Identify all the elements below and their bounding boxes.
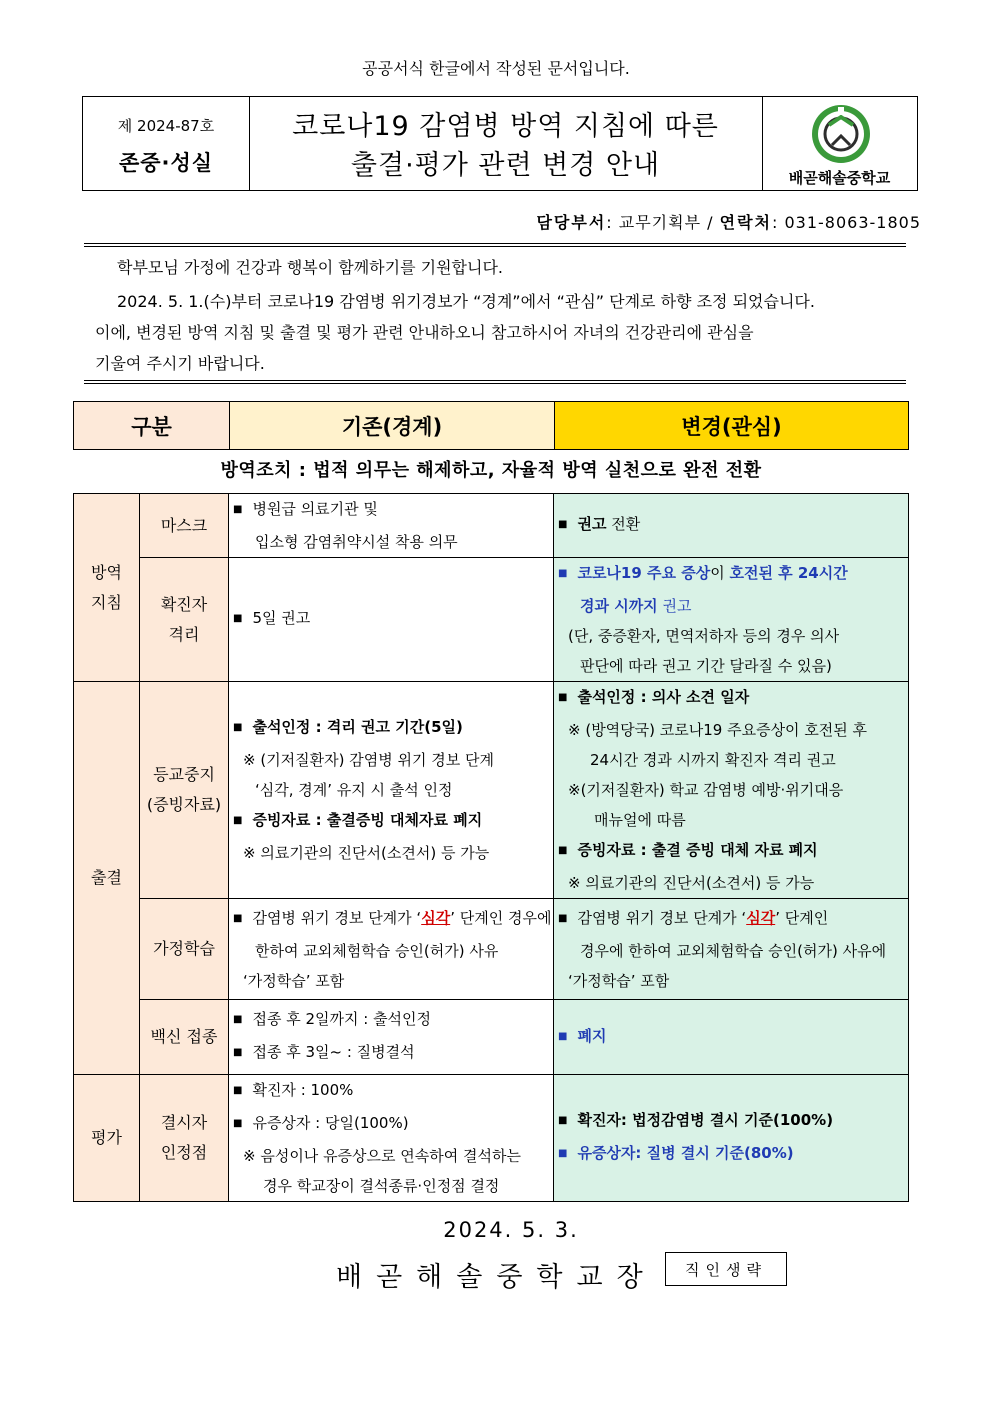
- dept-label: 담당부서: [536, 213, 607, 232]
- text: 전환: [606, 515, 641, 533]
- label-line: 확진자: [160, 594, 208, 614]
- text: ’ 단계인: [775, 908, 829, 927]
- category-attendance: 출결: [74, 682, 140, 1075]
- text-line: ■ 출석인정 : 의사 소견 일자: [554, 682, 908, 715]
- notice-paragraph: [95, 286, 900, 379]
- school-logo-text: 배곧해솔중학교: [788, 169, 891, 187]
- text-line: ※ 음성이나 유증상으로 연속하여 결석하는: [243, 1147, 521, 1165]
- text-line: 입소형 감염취약시설 착용 의무: [255, 533, 458, 551]
- divider-top-1: [84, 243, 906, 244]
- row-label-vaccine: 백신 접종: [140, 1000, 229, 1075]
- text-line: ■ 접종 후 3일~ : 질병결석: [229, 1037, 553, 1070]
- row-label-isolation: [140, 558, 229, 682]
- principal-signature: 배곧해솔중학교장: [336, 1262, 657, 1293]
- row-label-absence: [140, 1075, 229, 1202]
- text-emphasis: 심각: [746, 908, 776, 927]
- text-line: ※ 의료기관의 진단서(소견서) 등 가능: [568, 874, 815, 892]
- divider-top-2: [84, 246, 906, 247]
- school-logo: [762, 97, 917, 190]
- header-category: 구분: [74, 402, 230, 450]
- home-after: [554, 899, 909, 1000]
- seal-omitted-box: 직인생략: [665, 1252, 787, 1286]
- text-line: 한하여 교외체험학습 승인(허가) 사유: [255, 941, 499, 960]
- category-evaluation: 평가: [74, 1075, 140, 1202]
- suspension-before: [229, 682, 554, 899]
- absence-before: [229, 1075, 554, 1202]
- phone-label: 연락처: [719, 213, 772, 232]
- isolation-before: [229, 558, 554, 682]
- text-line: ■ 확진자: 법정감염병 결시 기준(100%): [554, 1105, 908, 1138]
- text-line: ■ 5일 권고: [229, 603, 553, 636]
- notice-line-3: 기울여 주시기 바랍니다.: [95, 354, 265, 373]
- public-form-note: 공공서식 한글에서 작성된 문서입니다.: [362, 59, 630, 78]
- text: 권고: [657, 597, 692, 615]
- text: 호전된 후 24시간: [729, 564, 848, 582]
- text: 코로나19 주요 증상: [577, 564, 711, 582]
- title-line-1: 코로나19 감염병 방역 지침에 따른: [292, 111, 719, 142]
- row-label-mask: 마스크: [140, 494, 229, 558]
- text-line: ‘가정학습’ 포함: [568, 971, 670, 990]
- text-line: 매뉴얼에 따름: [594, 811, 686, 829]
- home-before: [229, 899, 554, 1000]
- vaccine-before: [229, 1000, 554, 1075]
- contact-line: [536, 210, 921, 233]
- text-line: ‘가정학습’ 포함: [243, 971, 345, 990]
- notice-line-1: 2024. 5. 1.(수)부터 코로나19 감염병 위기경보가 “경계”에서 “관심” 단계로 하향 조정 되었습니다.: [117, 292, 815, 311]
- row-label-home-learning: 가정학습: [140, 899, 229, 1000]
- label-line: 인정점: [160, 1143, 208, 1162]
- row-label-suspension: [140, 682, 229, 899]
- table-row: [74, 494, 909, 558]
- text-line: ※ (방역당국) 코로나19 주요증상이 호전된 후: [568, 721, 868, 739]
- isolation-after: [554, 558, 909, 682]
- quarantine-measure-summary: 방역조치 : 법적 의무는 해제하고, 자율적 방역 실천으로 완전 전환: [220, 460, 762, 481]
- text: ’ 단계인 경우에: [450, 908, 552, 927]
- text-line: ■ 출석인정 : 격리 권고 기간(5일): [229, 712, 553, 745]
- school-emblem-icon: [808, 103, 874, 167]
- text-line: ■ 확진자 : 100%: [229, 1075, 553, 1108]
- text-line: 24시간 경과 시까지 확진자 격리 권고: [590, 751, 836, 769]
- text-line: ■ 접종 후 2일까지 : 출석인정: [229, 1004, 553, 1037]
- comparison-header: [73, 401, 909, 450]
- text-line: ■ 증빙자료 : 출결증빙 대체자료 폐지: [229, 805, 553, 838]
- category-quarantine: [74, 494, 140, 682]
- greeting-paragraph: 학부모님 가정에 건강과 행복이 함께하기를 기원합니다.: [117, 258, 504, 277]
- text-bold: 권고: [577, 515, 607, 533]
- text-line: ※(기저질환자) 학교 감염병 예방·위기대응: [568, 781, 844, 799]
- label-line: 등교중지: [153, 765, 215, 784]
- label-line: (증빙자료): [146, 795, 222, 814]
- suspension-after: [554, 682, 909, 899]
- issue-date: 2024. 5. 3.: [443, 1218, 579, 1242]
- comparison-table: [73, 493, 909, 1202]
- text: 감염병 위기 경보 단계가 ‘: [252, 908, 422, 927]
- document-header: [82, 96, 918, 191]
- label-line: 결시자: [160, 1113, 208, 1132]
- text-line: ■ 유증상자: 질병 결시 기준(80%): [554, 1138, 908, 1171]
- text-line: (단, 중증환자, 면역저하자 등의 경우 의사: [568, 627, 840, 645]
- table-row: [74, 682, 909, 899]
- header-after: 변경(관심): [555, 402, 909, 450]
- absence-after: [554, 1075, 909, 1202]
- text-line: 판단에 따라 권고 기간 달라질 수 있음): [580, 657, 832, 675]
- text-emphasis: 심각: [421, 908, 451, 927]
- notice-line-2: 이에, 변경된 방역 지침 및 출결 및 평가 관련 안내하오니 참고하시어 자녀의 건강관리에 관심을: [95, 323, 754, 342]
- mask-before: [229, 494, 554, 558]
- table-row: [74, 558, 909, 682]
- text-line: ‘심각, 경계’ 유지 시 출석 인정: [255, 781, 453, 799]
- text-line: ※ (기저질환자) 감염병 위기 경보 단계: [243, 751, 494, 769]
- text-line: ※ 의료기관의 진단서(소견서) 등 가능: [243, 844, 490, 862]
- header-before: 기존(경계): [230, 402, 555, 450]
- phone-value: : 031-8063-1805: [772, 213, 921, 232]
- school-motto: 존중·성실: [118, 151, 214, 175]
- header-left-cell: [83, 97, 250, 190]
- dept-value: : 교무기획부 /: [606, 213, 720, 232]
- divider-bottom-1: [84, 380, 906, 381]
- text-line: 경우 학교장이 결석종류·인정점 결정: [263, 1177, 500, 1195]
- mask-after: [554, 494, 909, 558]
- header-title-cell: [249, 97, 763, 190]
- text-line: ■ 병원급 의료기관 및: [229, 494, 553, 527]
- table-row: [74, 1000, 909, 1075]
- vaccine-after: [554, 1000, 909, 1075]
- label-line: 격리: [168, 624, 200, 644]
- text-line: ■ 폐지: [554, 1021, 908, 1054]
- table-row: [74, 1075, 909, 1202]
- text-line: 경우에 한하여 교외체험학습 승인(허가) 사유에: [580, 941, 887, 960]
- text-line: ■ 증빙자료 : 출결 증빙 대체 자료 폐지: [554, 835, 908, 868]
- text: 이: [710, 564, 730, 582]
- document-number: 제 2024-87호: [117, 117, 215, 135]
- text: 경과 시까지: [580, 597, 658, 615]
- divider-bottom-2: [84, 383, 906, 384]
- category-label: 방역 지침: [91, 562, 122, 612]
- document-title: [249, 107, 762, 185]
- title-line-2: 출결·평가 관련 변경 안내: [350, 150, 661, 181]
- text: 감염병 위기 경보 단계가 ‘: [577, 908, 747, 927]
- table-row: [74, 899, 909, 1000]
- text-line: ■ 유증상자 : 당일(100%): [229, 1108, 553, 1141]
